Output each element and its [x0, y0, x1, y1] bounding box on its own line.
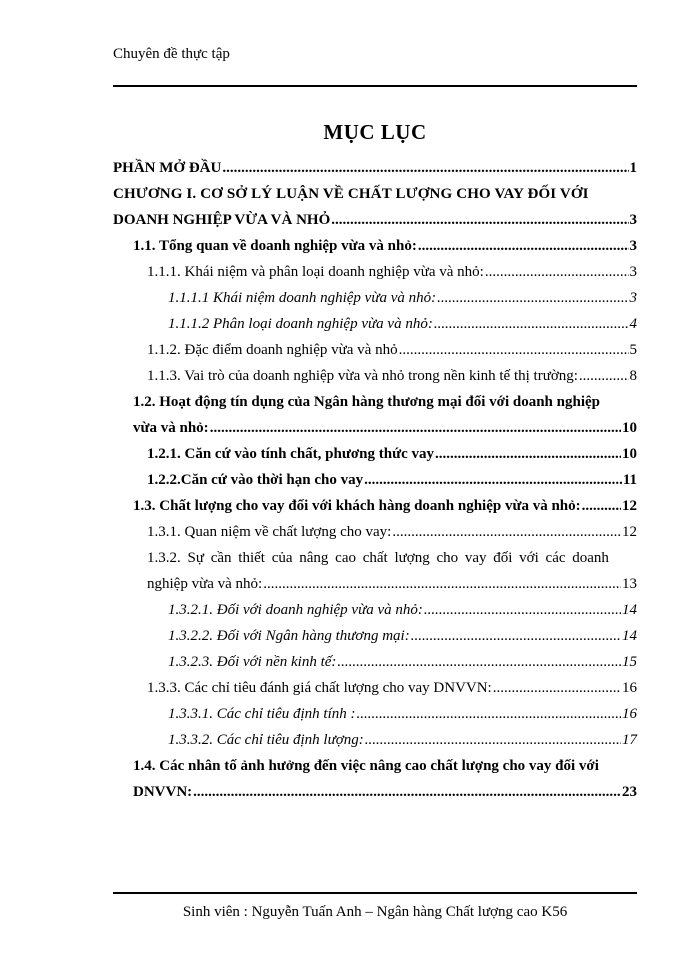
dot-leader [365, 727, 621, 753]
toc-entry-text: 1.1.1.2 Phân loại doanh nghiệp vừa và nhỏ: [168, 316, 433, 332]
toc-entry-text: 1.3.2. Sự cần thiết của nâng cao chất lượng cho vay đối với các doanh [147, 550, 609, 566]
toc-entry-text: 1.3.2.3. Đối với nền kinh tế: [168, 654, 337, 670]
toc-entry-page: 3 [629, 290, 637, 306]
toc-entry-line1[interactable] [113, 545, 637, 571]
toc-entry-page: 15 [622, 654, 637, 670]
toc-entry-page: 3 [629, 238, 637, 254]
dot-leader [364, 467, 622, 493]
toc-entry[interactable] [113, 415, 637, 441]
toc-entry[interactable] [113, 337, 637, 363]
dot-leader [356, 701, 621, 727]
dot-leader [424, 597, 621, 623]
toc-entry-text: 1.2.2.Căn cứ vào thời hạn cho vay [147, 472, 364, 488]
dot-leader [210, 415, 621, 441]
dot-leader [485, 259, 629, 285]
toc-entry-text: DNVVN: [133, 784, 193, 800]
dot-leader [437, 285, 628, 311]
page-footer: Sinh viên : Nguyễn Tuấn Anh – Ngân hàng Chất lượng cao K56 [182, 904, 568, 920]
dot-leader [411, 623, 621, 649]
toc-entry[interactable] [113, 285, 637, 311]
toc-entry[interactable] [113, 571, 637, 597]
toc-entry-page: 4 [629, 316, 637, 332]
toc-entry[interactable] [113, 649, 637, 675]
toc-entry[interactable] [113, 493, 637, 519]
toc-entry-text: PHẦN MỞ ĐẦU [113, 160, 222, 176]
toc-entry-text: nghiệp vừa và nhỏ: [147, 576, 263, 592]
toc-entry-text: 1.1.3. Vai trò của doanh nghiệp vừa và nhỏ trong nền kinh tế thị trường: [147, 368, 578, 384]
toc-entry[interactable] [113, 519, 637, 545]
toc-entry-line1[interactable] [113, 753, 637, 779]
toc-entry-page: 16 [622, 706, 637, 722]
dot-leader [434, 311, 629, 337]
toc-entry-page: 5 [629, 342, 637, 358]
dot-leader [193, 779, 621, 805]
toc-entry[interactable] [113, 207, 637, 233]
toc-entry-page: 12 [622, 498, 637, 514]
toc-entry-page: 13 [622, 576, 637, 592]
dot-leader [392, 519, 621, 545]
toc-entry-text: vừa và nhỏ: [133, 420, 209, 436]
toc-entry-text: 1.1.2. Đặc điểm doanh nghiệp vừa và nhỏ [147, 342, 398, 358]
toc-entry[interactable] [113, 675, 637, 701]
dot-leader [222, 155, 628, 181]
toc-entry[interactable] [113, 727, 637, 753]
toc-entry[interactable] [113, 779, 637, 805]
toc-entry-text: DOANH NGHIỆP VỪA VÀ NHỎ [113, 212, 331, 228]
toc-entry-page: 12 [622, 524, 637, 540]
dot-leader [331, 207, 628, 233]
toc-entry-page: 14 [622, 602, 637, 618]
dot-leader [435, 441, 621, 467]
toc-entry-text: 1.3.1. Quan niệm về chất lượng cho vay: [147, 524, 392, 540]
footer-rule [113, 892, 637, 894]
toc-entry[interactable] [113, 311, 637, 337]
header-rule [113, 85, 637, 87]
toc-entry-text: 1.2.1. Căn cứ vào tính chất, phương thức vay [147, 446, 435, 462]
toc-entry[interactable] [113, 597, 637, 623]
dot-leader [582, 493, 621, 519]
toc-entry-text: 1.3.3.2. Các chỉ tiêu định lượng: [168, 732, 364, 748]
dot-leader [493, 675, 621, 701]
dot-leader [263, 571, 621, 597]
toc-entry-text: 1.3. Chất lượng cho vay đối với khách hàng doanh nghiệp vừa và nhỏ: [133, 498, 581, 514]
toc-entry-page: 10 [622, 446, 637, 462]
toc-entry-text: 1.3.2.1. Đối với doanh nghiệp vừa và nhỏ: [168, 602, 423, 618]
toc-entry[interactable] [113, 467, 637, 493]
toc-entry-text: 1.1. Tổng quan về doanh nghiệp vừa và nhỏ: [133, 238, 417, 254]
toc-entry-text: 1.4. Các nhân tố ảnh hưởng đến việc nâng cao chất lượng cho vay đối với [133, 758, 599, 774]
toc-entry[interactable] [113, 233, 637, 259]
page-header: Chuyên đề thực tập [113, 46, 230, 62]
toc-entry-text: 1.3.2.2. Đối với Ngân hàng thương mại: [168, 628, 410, 644]
dot-leader [337, 649, 621, 675]
toc-entry[interactable] [113, 155, 637, 181]
toc-entry-text: CHƯƠNG I. CƠ SỞ LÝ LUẬN VỀ CHẤT LƯỢNG CHO VAY ĐỐI VỚI [113, 186, 589, 202]
table-of-contents [113, 155, 637, 805]
dot-leader [579, 363, 629, 389]
toc-entry-line1[interactable] [113, 181, 637, 207]
toc-entry[interactable] [113, 701, 637, 727]
toc-entry-text: 1.3.3.1. Các chỉ tiêu định tính : [168, 706, 356, 722]
page-title: MỤC LỤC [323, 120, 427, 144]
toc-entry[interactable] [113, 259, 637, 285]
toc-entry-line1[interactable] [113, 389, 637, 415]
toc-entry-page: 16 [622, 680, 637, 696]
toc-entry-text: 1.2. Hoạt động tín dụng của Ngân hàng thương mại đối với doanh nghiệp [133, 394, 600, 410]
toc-entry-page: 11 [622, 472, 637, 488]
toc-entry-text: 1.3.3. Các chỉ tiêu đánh giá chất lượng cho vay DNVVN: [147, 680, 492, 696]
toc-entry[interactable] [113, 441, 637, 467]
toc-entry[interactable] [113, 363, 637, 389]
dot-leader [399, 337, 629, 363]
toc-entry-page: 3 [629, 264, 637, 280]
toc-entry-page: 14 [622, 628, 637, 644]
toc-entry-page: 8 [629, 368, 637, 384]
toc-entry-page: 17 [622, 732, 637, 748]
toc-entry-text: 1.1.1.1 Khái niệm doanh nghiệp vừa và nhỏ: [168, 290, 437, 306]
toc-entry[interactable] [113, 623, 637, 649]
toc-entry-page: 3 [629, 212, 637, 228]
toc-entry-page: 1 [629, 160, 637, 176]
toc-entry-page: 10 [622, 420, 637, 436]
dot-leader [418, 233, 629, 259]
toc-entry-page: 23 [622, 784, 637, 800]
toc-entry-text: 1.1.1. Khái niệm và phân loại doanh nghiệp vừa và nhỏ: [147, 264, 484, 280]
